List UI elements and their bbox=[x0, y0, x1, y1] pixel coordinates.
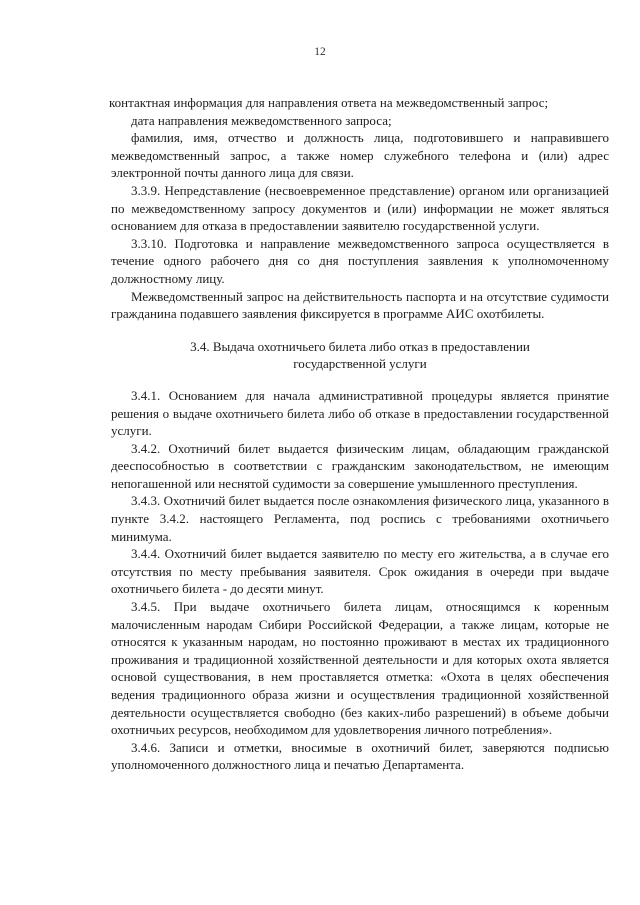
paragraph-3-4-2: 3.4.2. Охотничий билет выдается физическим лицам, обладающим гражданской дееспособностью в соответствии с гражданским законодательством, не имеющим непогашенной или неснятой судимости за совершение умышленного преступления. bbox=[111, 440, 609, 491]
paragraph-3-4-5: 3.4.5. При выдаче охотничьего билета лицам, относящимся к коренным малочисленным народам Сибири Российской Федерации, а также лицам, которые не относятся к указанным народам, но постоянно проживают в местах их традиционного проживания и традиционной хозяйственной деятельности и для которых охота является основой существования, в нем проставляется отметка: «Охота в целях обеспечения ведения традиционного образа жизни и осуществления традиционной хозяйственной деятельности осуществляется свободно (без каких-либо разрешений) в объеме добычи охотничьих ресурсов, необходимом для удовлетворения личного потребления». bbox=[111, 599, 609, 738]
section-heading-line-2: государственной услуги bbox=[293, 356, 427, 372]
paragraph-3-3-10: 3.3.10. Подготовка и направление межведомственного запроса осуществляется в течение одного рабочего дня со дня поступления заявления к уполномоченному должностному лицу. bbox=[111, 235, 609, 286]
section-heading-3-4 bbox=[111, 338, 609, 373]
paragraph-3-4-1: 3.4.1. Основанием для начала административной процедуры является принятие решения о выдаче охотничьего билета либо об отказе в предоставлении государственной услуги. bbox=[111, 387, 609, 439]
paragraph-official-name: фамилия, имя, отчество и должность лица, подготовившего и направившего межведомственный запрос, а также номер служебного телефона и (или) адрес электронной почты данного лица для связи. bbox=[111, 130, 609, 181]
paragraph-ais-request: Межведомственный запрос на действительность паспорта и на отсутствие судимости гражданина подавшего заявления фиксируется в программе АИС охотбилеты. bbox=[111, 288, 609, 322]
paragraph-3-4-3: 3.4.3. Охотничий билет выдается после ознакомления физического лица, указанного в пункте 3.4.2. настоящего Регламента, под роспись с требованиями охотничьего минимума. bbox=[111, 493, 609, 544]
document-body bbox=[111, 94, 609, 774]
section-heading-line-1: 3.4. Выдача охотничьего билета либо отказ в предоставлении bbox=[190, 338, 530, 354]
paragraph-request-date: дата направления межведомственного запроса; bbox=[131, 112, 392, 128]
page-number: 12 bbox=[314, 46, 326, 58]
paragraph-3-3-9: 3.3.9. Непредставление (несвоевременное представление) органом или организацией по межведомственному запросу документов и (или) информации не может являться основанием для отказа в предоставлении заявителю государственной услуги. bbox=[111, 182, 609, 234]
paragraph-contact-info: контактная информация для направления ответа на межведомственный запрос; bbox=[109, 95, 549, 110]
paragraph-3-4-4: 3.4.4. Охотничий билет выдается заявителю по месту его жительства, а в случае его отсутствия по месту пребывания заявителя. Срок ожидания в очереди при выдаче охотничьего билета - до десяти минут. bbox=[111, 546, 609, 597]
paragraph-3-4-6: 3.4.6. Записи и отметки, вносимые в охотничий билет, заверяются подписью уполномоченного должностного лица и печатью Департамента. bbox=[111, 739, 609, 773]
